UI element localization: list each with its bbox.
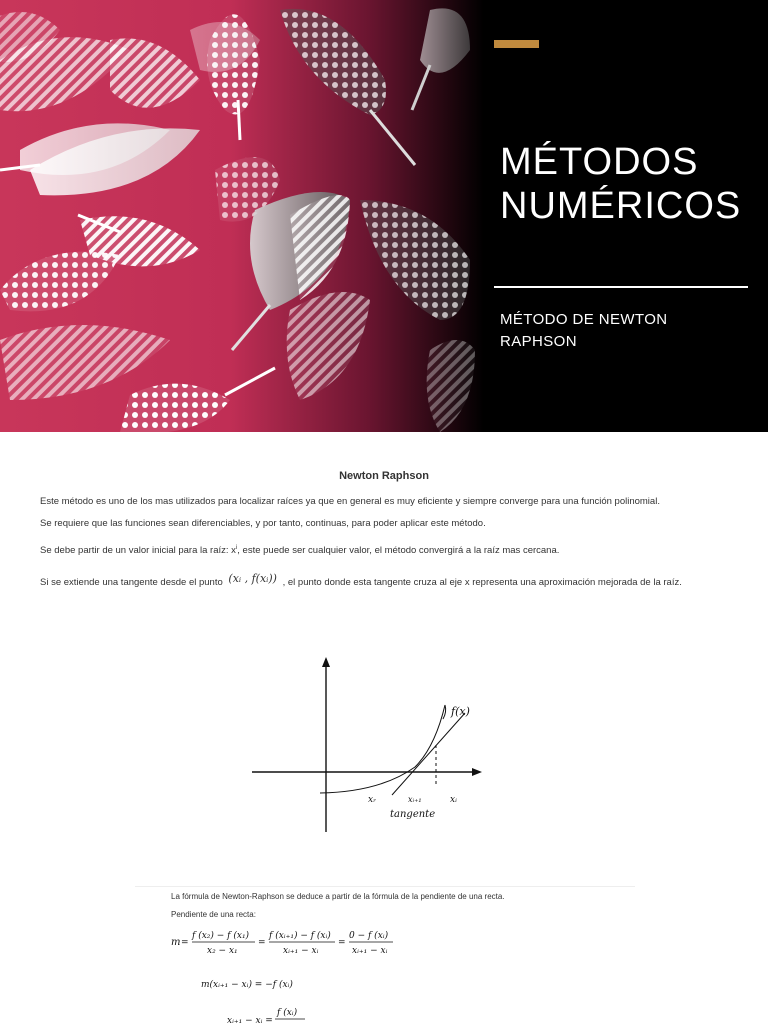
slope-formulas <box>135 887 635 1027</box>
x-axis-arrow-icon <box>472 768 482 776</box>
title-line-1: MÉTODOS <box>500 141 699 183</box>
tangent-line <box>392 713 465 795</box>
formula-num-2: f (xᵢ₊₁) − f (xᵢ) <box>269 931 331 941</box>
formula-eq-1: = <box>181 938 189 948</box>
paragraph-2: Se requiere que las funciones sean diferenciables, y por tanto, continuas, para poder aplicar este método. <box>40 518 486 529</box>
formula-den-2: xᵢ₊₁ − xᵢ <box>283 946 319 956</box>
formula-line-3-num: f (xᵢ) <box>277 1008 298 1018</box>
tangent-point-formula: (xᵢ , f(xᵢ)) <box>228 572 277 585</box>
y-axis-arrow-icon <box>322 657 330 667</box>
curve-label: f(x) <box>451 705 470 718</box>
slide-subtitle <box>500 309 740 353</box>
title-divider <box>494 286 748 288</box>
document-page <box>0 432 768 1024</box>
formula-line-3-left: xᵢ₊₁ − xᵢ = <box>227 1016 273 1026</box>
paragraph-3-end: , este puede ser cualquier valor, el método convergirá a la raíz mas cercana. <box>237 545 560 557</box>
title-slide <box>0 0 768 432</box>
tangent-label: tangente <box>390 809 436 820</box>
subtitle-line-1: MÉTODO DE NEWTON <box>500 311 668 328</box>
formula-line-2: m(xᵢ₊₁ − xᵢ) = −f (xᵢ) <box>201 980 293 990</box>
label-xr: xᵣ <box>368 795 377 805</box>
formula-num-3: 0 − f (xᵢ) <box>349 931 389 941</box>
label-xi1: xᵢ₊₁ <box>408 795 422 804</box>
title-line-2: NUMÉRICOS <box>500 185 742 227</box>
formula-m: m <box>171 937 181 948</box>
newton-raphson-diagram <box>250 657 490 832</box>
label-xi: xᵢ <box>450 795 457 805</box>
slide-title <box>500 140 760 228</box>
accent-bar <box>494 40 539 48</box>
formula-eq-3: = <box>338 938 346 948</box>
tangent-sentence-start: Si se extiende una tangente desde el punto <box>40 577 223 588</box>
slope-label: Pendiente de una recta: <box>171 910 256 919</box>
formula-eq-2: = <box>258 938 266 948</box>
superscript-i: i <box>235 545 238 551</box>
formula-panel <box>135 886 635 1027</box>
paragraph-4 <box>40 573 730 589</box>
tangent-sentence-end: , el punto donde esta tangente cruza al eje x representa una aproximación mejorada de la raíz. <box>282 577 682 588</box>
subtitle-line-2: RAPHSON <box>500 333 577 350</box>
document-heading: Newton Raphson <box>339 470 429 482</box>
paragraph-1: Este método es uno de los mas utilizados para localizar raíces ya que en general es muy eficiente y siempre converge para una función polinomial. <box>40 496 660 507</box>
formula-den-1: x₂ − x₁ <box>207 946 238 956</box>
formula-num-1: f (x₂) − f (x₁) <box>192 931 250 941</box>
function-curve <box>320 705 445 793</box>
paragraph-3 <box>40 542 730 557</box>
formula-intro: La fórmula de Newton-Raphson se deduce a partir de la fórmula de la pendiente de una recta. <box>171 892 505 901</box>
formula-den-3: xᵢ₊₁ − xᵢ <box>352 946 388 956</box>
paragraph-3-start: Se debe partir de un valor inicial para la raíz: x <box>40 545 236 557</box>
